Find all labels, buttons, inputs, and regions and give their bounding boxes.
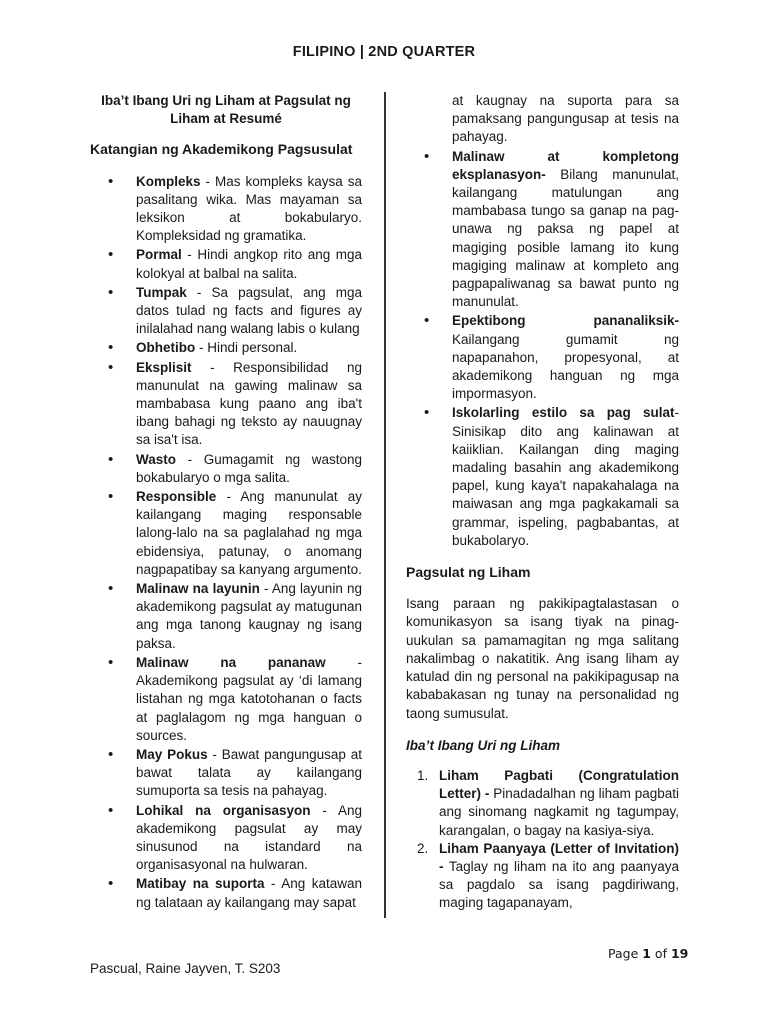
katangian-list [90,173,362,912]
list-item: • Matibay na suporta - Ang katawan ng talataan ay kailangang may sapat [136,875,362,911]
section-title-katangian: Katangian ng Akademikong Pagsusulat [90,141,353,158]
list-item: • May Pokus - Bawat pangungusap at bawat talata ay kailangang sumuporta sa tesis na pahayag. [136,746,362,801]
list-item: 2. Liham Paanyaya (Letter of Invitation) - Taglay ng liham na ito ang paanyaya sa pagdalo sa isang pagdiriwang, maging tagapanayam, [417,840,679,911]
list-item: • Malinaw na layunin - Ang layunin ng akademikong pagsulat ay matugunan ang mga tanong kaugnay ng isang paksa. [136,580,362,653]
subsection-title-uri: Iba’t Ibang Uri ng Liham [406,737,560,753]
list-item: • Pormal - Hindi angkop rito ang mga kolokyal at balbal na salita. [136,246,362,282]
list-item: • Iskolarling estilo sa pag sulat- Sinisikap dito ang kalinawan at kaiiklian. Kailangan ding maging madaling basahin ang akademikong papel, kung kaya't napakahalaga na maiwasan ang mga pagkakamali sa grammar, ispeling, pagbabantas, at bukabolaryo. [452,404,679,550]
document-title: Iba’t Ibang Uri ng Liham at Pagsulat ng Liham at Resumé [101,93,351,127]
list-item: • Lohikal na organisasyon - Ang akademikong pagsulat ay may sinusunod na istandard na organisasyonal na hulwaran. [136,802,362,875]
uri-ng-liham-list [406,767,679,913]
list-item: • Eksplisit - Responsibilidad ng manunulat na gawing malinaw sa mambabasa kung paano ang iba't ibang bahagi ng teksto ay nauugnay sa isa't isa. [136,359,362,450]
list-item: • Obhetibo - Hindi personal. [136,339,362,357]
list-item: • Kompleks - Mas kompleks kaysa sa pasalitang wika. Mas mayaman sa leksikon at bokabularyo. Kompleksidad ng gramatika. [136,173,362,246]
list-item: • Malinaw at kompletong eksplanasyon- Bilang manunulat, kailangang matulungan ang mambabasa tungo sa ganap na pag-unawa ng paksa ng papel at magiging posible lamang ito kung magiging malinaw at kompleto ang pagpapaliwanag sa bawat punto ng manunulat. [452,148,679,312]
katangian-list-continued [406,92,679,550]
left-column [90,92,362,913]
list-item: • Responsible - Ang manunulat ay kailangang maging responsable lalong-lalo na sa paglalahad ng mga ebidensiya, patunay, o anomang nagpapatibay sa kanyang argumento. [136,488,362,579]
page-number: Page 1 of 19 [608,946,689,961]
pagsulat-paragraph: Isang paraan ng pakikipagtalastasan o komunikasyon sa isang tiyak na pinag-uukulan sa pamamagitan ng mga salitang nakalimbag o nakatitik. Ang isang liham ay katulad din ng personal na pakikipagusap na kababakasan ng tunay na personalidad ng taong sumusulat. [406,596,679,721]
list-item: • Epektibong pananaliksik- Kailangang gumamit ng napapanahon, propesyonal, at akademikong hanguan ng mga impormasyon. [452,312,679,403]
list-item: 1. Liham Pagbati (Congratulation Letter) - Pinadadalhan ng liham pagbati ang sinomang nagkamit ng tagumpay, karangalan, o bagay na kasiya-siya. [417,767,679,838]
list-item: • Wasto - Gumagamit ng wastong bokabularyo o mga salita. [136,451,362,487]
page-header: FILIPINO | 2ND QUARTER [292,44,476,60]
section-title-pagsulat: Pagsulat ng Liham [406,564,531,581]
footer-author: Pascual, Raine Jayven, T. S203 [90,961,281,976]
list-item-continuation: at kaugnay na suporta para sa pamaksang pangungusap at tesis na pahayag. [452,93,679,145]
list-item: • Malinaw na pananaw - Akademikong pagsulat ay ‘di lamang listahan ng mga katotohanan o facts at paglalagom ng mga hanguan o sources. [136,654,362,745]
column-divider [384,92,386,918]
right-column [406,92,679,913]
list-item: • Tumpak - Sa pagsulat, ang mga datos tulad ng facts and figures ay inilalahad nang walang labis o kulang [136,284,362,339]
